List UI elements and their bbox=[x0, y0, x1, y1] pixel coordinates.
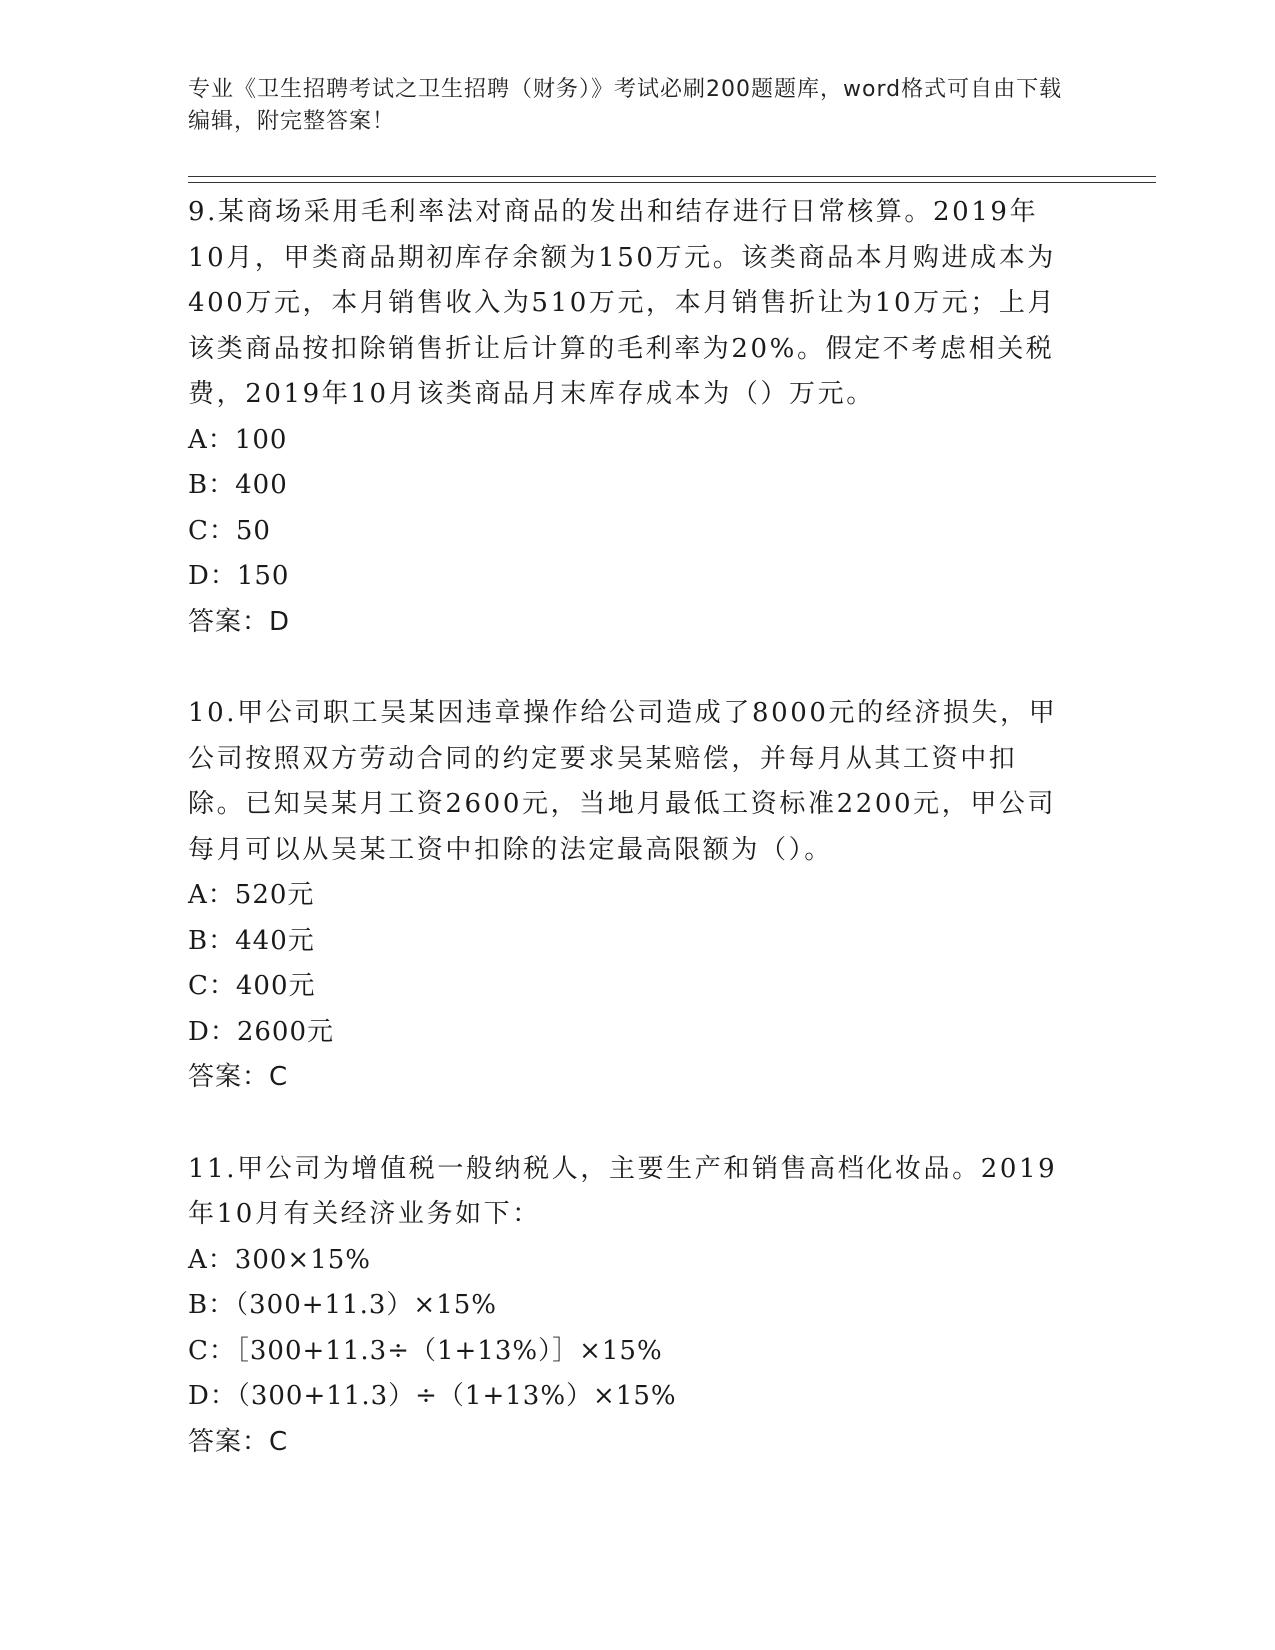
question-text: 9.某商场采用毛利率法对商品的发出和结存进行日常核算。2019年10月，甲类商品期初库存余额为150万元。该类商品本月购进成本为400万元，本月销售收入为510万元，本月销售折让为10万元；上月该类商品按扣除销售折让后计算的毛利率为20%。假定不考虑相关税费，2019年10月该类商品月末库存成本为（）万元。 bbox=[188, 197, 1057, 409]
question-text: 11.甲公司为增值税一般纳税人，主要生产和销售高档化妆品。2019年10月有关经济业务如下： bbox=[188, 1153, 1058, 1229]
question-9 bbox=[188, 190, 1088, 645]
header-divider-second bbox=[188, 182, 1156, 183]
answer-line: 答案：C bbox=[188, 1426, 289, 1457]
option-b: B：440元 bbox=[188, 925, 315, 956]
header-divider bbox=[188, 176, 1156, 177]
option-a: A：100 bbox=[188, 424, 288, 455]
option-c: C：50 bbox=[188, 515, 271, 546]
question-spacer bbox=[188, 645, 1088, 691]
option-c: C：［300+11.3÷（1+13%）］×15% bbox=[188, 1335, 663, 1366]
option-a: A：520元 bbox=[188, 880, 315, 910]
option-d: D：2600元 bbox=[188, 1016, 335, 1047]
question-spacer bbox=[188, 1101, 1088, 1147]
option-c: C：400元 bbox=[188, 971, 316, 1001]
option-b: B：400 bbox=[188, 470, 288, 500]
option-a: A：300×15% bbox=[188, 1244, 371, 1275]
question-list bbox=[188, 190, 1088, 1465]
document-header: 专业《卫生招聘考试之卫生招聘（财务）》考试必刷200题题库，word格式可自由下载编辑，附完整答案！ bbox=[188, 77, 1063, 134]
option-d: D：150 bbox=[188, 561, 290, 591]
question-10 bbox=[188, 691, 1088, 1101]
option-b: B：（300+11.3）×15% bbox=[188, 1290, 497, 1320]
answer-line: 答案：C bbox=[188, 1062, 289, 1092]
question-text: 10.甲公司职工吴某因违章操作给公司造成了8000元的经济损失，甲公司按照双方劳动合同的约定要求吴某赔偿，并每月从其工资中扣除。已知吴某月工资2600元，当地月最低工资标准2200元，甲公司每月可以从吴某工资中扣除的法定最高限额为（）。 bbox=[188, 698, 1058, 865]
answer-line: 答案：D bbox=[188, 606, 291, 637]
question-11 bbox=[188, 1147, 1088, 1466]
option-d: D：（300+11.3）÷（1+13%）×15% bbox=[188, 1381, 677, 1411]
